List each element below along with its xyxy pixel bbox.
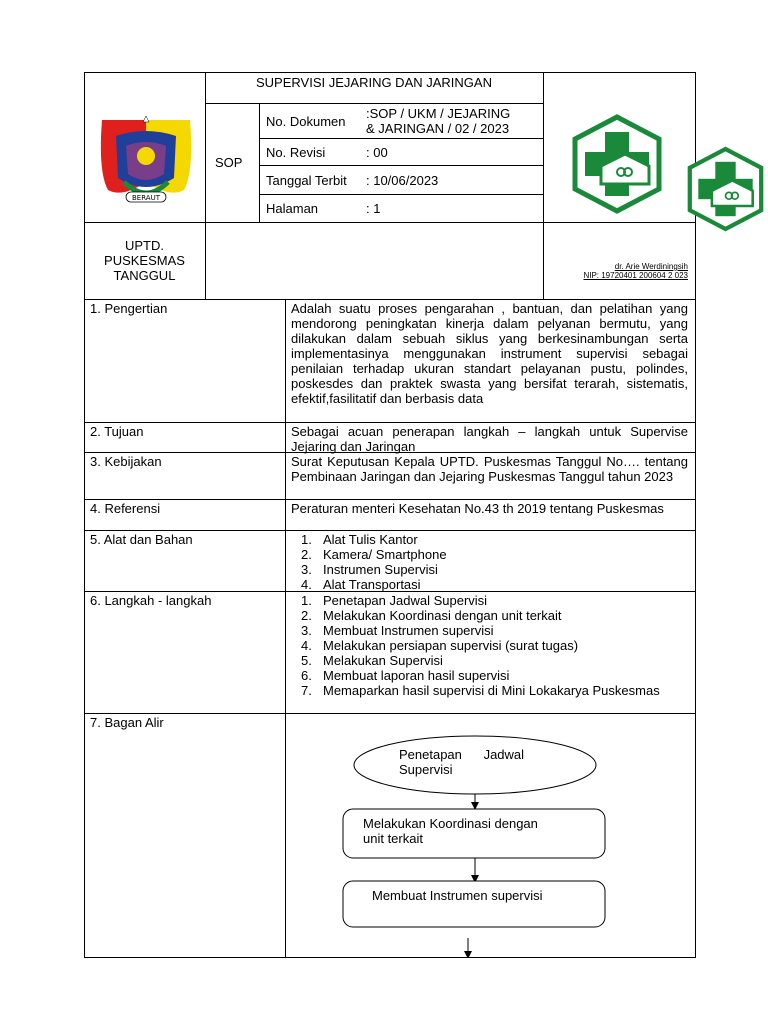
no-dokumen-value: :SOP / UKM / JEJARING & JARINGAN / 02 / 2023 — [366, 106, 511, 136]
regional-emblem-logo — [96, 112, 196, 216]
tanggal-terbit-value: : 10/06/2023 — [366, 173, 439, 188]
section-label-langkah: 6. Langkah - langkah — [90, 593, 212, 608]
emblem-ribbon-text: BERAUT — [132, 194, 160, 202]
section-label-kebijakan: 3. Kebijakan — [90, 454, 162, 469]
section-text-referensi: Peraturan menteri Kesehatan No.43 th 2019 tentang Puskesmas — [291, 501, 664, 516]
list-item: 6. Membuat laporan hasil supervisi — [301, 668, 510, 683]
organization-name: UPTD. PUSKESMAS TANGGUL — [104, 238, 185, 283]
halaman-label: Halaman — [266, 201, 319, 216]
section-text-tujuan: Sebagai acuan penerapan langkah – langkah untuk Supervise Jejaring dan Jaringan — [291, 424, 688, 454]
signer-name: dr. Arie Werdiningsih — [614, 262, 688, 271]
section-text-pengertian: Adalah suatu proses pengarahan , bantuan, dan pelatihan yang mendorong peningkatan kinerja dalam pelyanan bermutu, yang dilakukan dalam sebuah siklus yang berkesinambungan serta implementasinya menggunakan instrument supervisi sebagai penilaian terhadap ukuran standart pelayanan pustu, polindes, poskesdes dan praktek swasta yang bersifat terarah, sistematis, efektif,fasilitatif dan berbasis data — [291, 301, 688, 406]
list-item: 4. Melakukan persiapan supervisi (surat tugas) — [301, 638, 579, 653]
sop-label: SOP — [215, 155, 243, 170]
flow-step-3-text: Membuat Instrumen supervisi — [372, 888, 543, 903]
alat-list — [301, 532, 688, 592]
list-item: 1. Alat Tulis Kantor — [301, 532, 418, 547]
section-label-alat: 5. Alat dan Bahan — [90, 532, 193, 547]
tanggal-terbit-label: Tanggal Terbit — [266, 173, 347, 188]
halaman-value: : 1 — [366, 201, 381, 216]
no-revisi-label: No. Revisi — [266, 145, 326, 160]
list-item: 1. Penetapan Jadwal Supervisi — [301, 593, 488, 608]
langkah-list — [301, 593, 688, 698]
no-revisi-value: : 00 — [366, 145, 388, 160]
section-label-tujuan: 2. Tujuan — [90, 424, 144, 439]
puskesmas-logo-small — [683, 146, 768, 232]
no-dokumen-label: No. Dokumen — [266, 114, 346, 129]
section-label-referensi: 4. Referensi — [90, 501, 161, 516]
list-item: 5. Melakukan Supervisi — [301, 653, 443, 668]
list-item: 3. Membuat Instrumen supervisi — [301, 623, 494, 638]
document-title: SUPERVISI JEJARING DAN JARINGAN — [256, 75, 492, 90]
puskesmas-logo-large — [567, 114, 667, 214]
list-item: 7. Memaparkan hasil supervisi di Mini Lokakarya Puskesmas — [301, 683, 660, 698]
list-item: 2. Melakukan Koordinasi dengan unit terkait — [301, 608, 562, 623]
list-item: 2. Kamera/ Smartphone — [301, 547, 447, 562]
section-label-pengertian: 1. Pengertian — [90, 301, 168, 316]
section-text-kebijakan: Surat Keputusan Kepala UPTD. Puskesmas Tanggul No…. tentang Pembinaan Jaringan dan Jejaring Puskesmas Tanggul tahun 2023 — [291, 454, 688, 484]
flow-step-1-text: Penetapan Jadwal Supervisi — [399, 747, 525, 777]
flow-step-2-text: Melakukan Koordinasi dengan unit terkait — [363, 816, 538, 846]
section-label-bagan: 7. Bagan Alir — [90, 715, 164, 730]
signer-nip: NIP: 19720401 200604 2 023 — [583, 271, 688, 280]
list-item: 4. Alat Transportasi — [301, 577, 421, 592]
list-item: 3. Instrumen Supervisi — [301, 562, 438, 577]
